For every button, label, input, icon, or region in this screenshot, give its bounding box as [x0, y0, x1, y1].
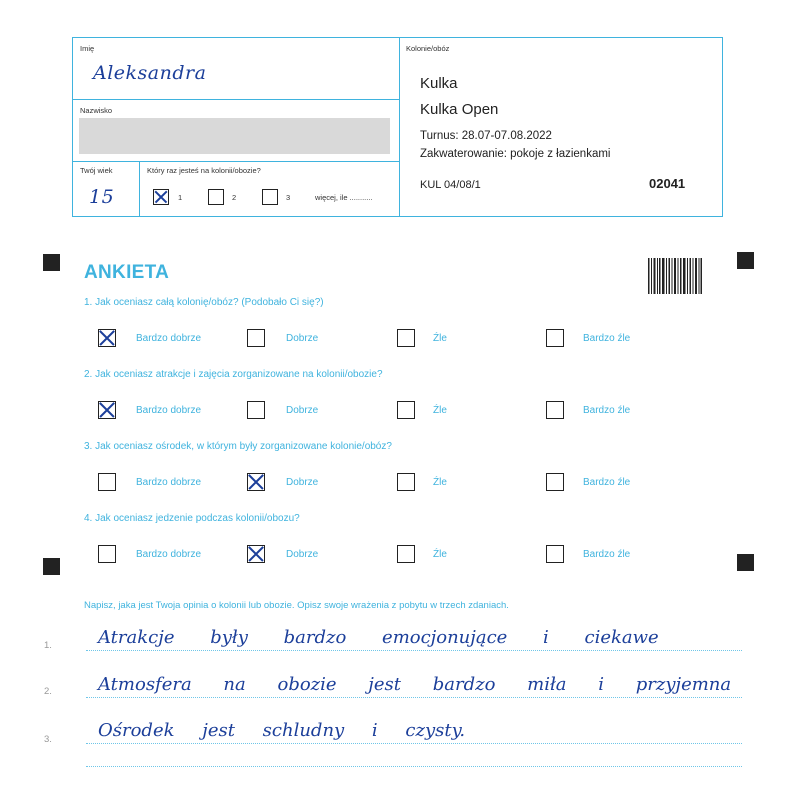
registration-marker [43, 558, 60, 575]
divider [399, 38, 400, 216]
q1-option-label: Źle [433, 333, 447, 344]
q1-option-checkbox[interactable] [98, 329, 116, 347]
barcode-icon [648, 258, 702, 294]
answer-number: 1. [44, 640, 52, 651]
visits-option-2: 2 [232, 193, 237, 202]
divider [139, 161, 140, 217]
q4-option-checkbox[interactable] [546, 545, 564, 563]
q3-option-label: Źle [433, 477, 447, 488]
turnus-dates: Turnus: 28.07-07.08.2022 [420, 130, 552, 142]
q3-option-label: Bardzo dobrze [136, 477, 202, 488]
q3-option-checkbox[interactable] [98, 473, 116, 491]
q2-option-checkbox[interactable] [247, 401, 265, 419]
survey-title: ANKIETA [84, 262, 170, 283]
q4-option-checkbox[interactable] [98, 545, 116, 563]
age-label: Twój wiek [80, 166, 113, 175]
q2-option-checkbox[interactable] [98, 401, 116, 419]
answer-line [86, 766, 742, 767]
registration-marker [737, 252, 754, 269]
question-2: 2. Jak oceniasz atrakcje i zajęcia zorganizowane na kolonii/obozie? [84, 369, 383, 380]
camp-name: Kulka [420, 75, 458, 92]
q3-option-checkbox[interactable] [247, 473, 265, 491]
answer-number: 2. [44, 686, 52, 697]
q3-option-checkbox[interactable] [397, 473, 415, 491]
answer-1[interactable]: Atrakcje były bardzo emocjonujące i ciekawe [98, 627, 659, 648]
visits-label: Który raz jesteś na kolonii/obozie? [147, 166, 261, 175]
visits-more-field[interactable]: więcej, ile ........... [315, 193, 373, 202]
open-question-instruction: Napisz, jaka jest Twoja opinia o kolonii lub obozie. Opisz swoje wrażenia z pobytu w trzech zdaniach. [84, 600, 509, 611]
answer-2[interactable]: Atmosfera na obozie jest bardzo miła i przyjemna [98, 674, 732, 695]
q4-option-label: Bardzo dobrze [136, 549, 202, 560]
visits-checkbox-3[interactable] [262, 189, 278, 205]
q3-option-label: Dobrze [286, 477, 319, 488]
divider [73, 161, 399, 162]
visits-option-1: 1 [178, 193, 183, 202]
name-label: Imię [80, 44, 95, 53]
registration-marker [43, 254, 60, 271]
q2-option-label: Bardzo dobrze [136, 405, 202, 416]
q1-option-checkbox[interactable] [546, 329, 564, 347]
q1-option-label: Bardzo źle [583, 333, 631, 344]
camp-label: Kolonie/obóz [406, 44, 450, 53]
age-field[interactable]: 15 [89, 186, 115, 208]
q4-option-checkbox[interactable] [397, 545, 415, 563]
q1-option-checkbox[interactable] [247, 329, 265, 347]
accommodation: Zakwaterowanie: pokoje z łazienkami [420, 148, 611, 160]
surname-label: Nazwisko [80, 106, 113, 115]
camp-code: KUL 04/08/1 [420, 179, 481, 191]
q2-option-label: Bardzo źle [583, 405, 631, 416]
q2-option-label: Źle [433, 405, 447, 416]
answer-line [86, 743, 742, 744]
answer-number: 3. [44, 734, 52, 745]
q2-option-label: Dobrze [286, 405, 319, 416]
answer-3[interactable]: Ośrodek jest schludny i czysty. [98, 720, 466, 741]
question-1: 1. Jak oceniasz całą kolonię/obóz? (Podobało Ci się?) [84, 297, 324, 308]
q3-option-checkbox[interactable] [546, 473, 564, 491]
visits-option-3: 3 [286, 193, 291, 202]
q1-option-label: Bardzo dobrze [136, 333, 202, 344]
answer-line [86, 697, 742, 698]
q2-option-checkbox[interactable] [397, 401, 415, 419]
visits-checkbox-2[interactable] [208, 189, 224, 205]
q1-option-label: Dobrze [286, 333, 319, 344]
question-3: 3. Jak oceniasz ośrodek, w którym były zorganizowane kolonie/obóz? [84, 441, 392, 452]
q4-option-checkbox[interactable] [247, 545, 265, 563]
q1-option-checkbox[interactable] [397, 329, 415, 347]
q4-option-label: Bardzo źle [583, 549, 631, 560]
header-form [72, 37, 723, 217]
question-4: 4. Jak oceniasz jedzenie podczas kolonii/obozu? [84, 513, 300, 524]
q2-option-checkbox[interactable] [546, 401, 564, 419]
divider [73, 99, 399, 100]
surname-field-redacted[interactable] [79, 118, 390, 154]
q3-option-label: Bardzo źle [583, 477, 631, 488]
form-number: 02041 [649, 176, 686, 191]
q4-option-label: Dobrze [286, 549, 319, 560]
answer-line [86, 650, 742, 651]
visits-checkbox-1[interactable] [153, 189, 169, 205]
name-field[interactable]: Aleksandra [93, 62, 207, 84]
camp-subname: Kulka Open [420, 101, 499, 118]
registration-marker [737, 554, 754, 571]
q4-option-label: Źle [433, 549, 447, 560]
